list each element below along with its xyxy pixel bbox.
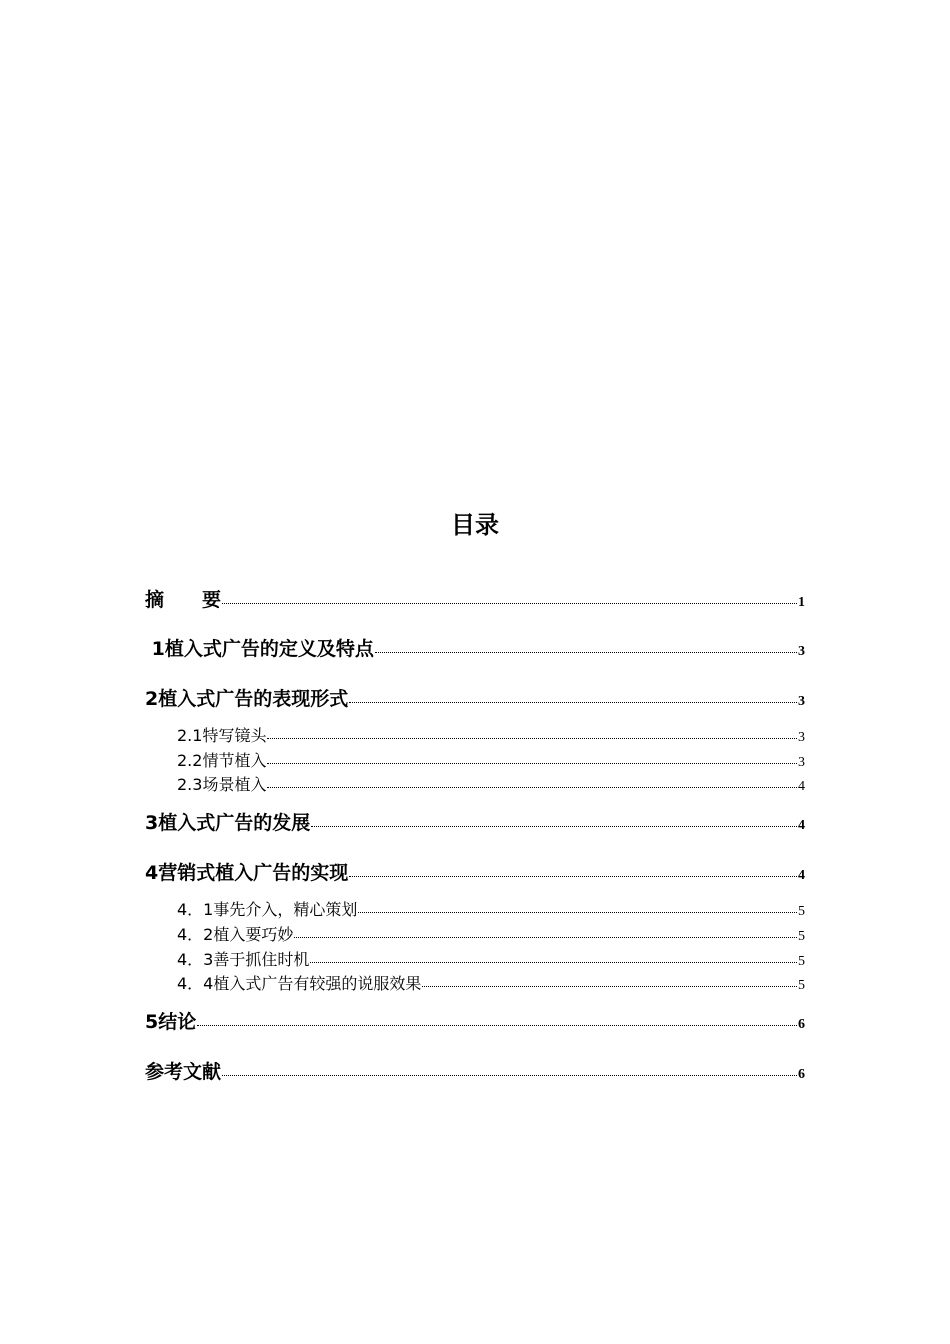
toc-entry-label: 1植入式广告的定义及特点	[145, 638, 374, 660]
toc-entry-page-number: 3	[798, 694, 805, 709]
toc-entry-section-2-3[interactable]	[177, 774, 805, 798]
toc-entry-label: 5结论	[145, 1011, 197, 1033]
dot-leader	[311, 825, 797, 827]
page-title: 目录	[451, 511, 499, 539]
dot-leader	[422, 985, 797, 987]
dot-leader	[222, 602, 797, 604]
toc-entry-page-number: 1	[798, 595, 805, 610]
toc-entry-label: 摘 要	[145, 589, 222, 611]
toc-entry-page-number: 3	[798, 644, 805, 659]
toc-entry-page-number: 6	[798, 1017, 805, 1032]
toc-entry-chapter-1[interactable]	[145, 636, 805, 665]
toc-entry-page-number: 4	[798, 818, 805, 833]
dot-leader	[310, 961, 797, 963]
toc-entry-chapter-5[interactable]	[145, 1009, 805, 1038]
dot-leader	[267, 762, 797, 764]
toc-entry-page-number: 4	[798, 779, 805, 794]
toc-entry-page-number: 5	[798, 978, 805, 993]
dot-leader	[349, 875, 797, 877]
toc-entry-label: 2.1特写镜头	[177, 726, 267, 745]
dot-leader	[375, 651, 797, 653]
dot-leader	[222, 1074, 797, 1076]
toc-entry-label: 2.3场景植入	[177, 775, 267, 794]
toc-entry-section-4-2[interactable]	[177, 924, 805, 948]
dot-leader	[294, 936, 797, 938]
toc-entry-label: 4．3善于抓住时机	[177, 950, 310, 969]
toc-entry-label: 4营销式植入广告的实现	[145, 862, 349, 884]
toc-entry-section-2-2[interactable]	[177, 750, 805, 774]
toc-entry-section-4-3[interactable]	[177, 949, 805, 973]
toc-entry-label: 2.2情节植入	[177, 751, 267, 770]
toc-entry-page-number: 4	[798, 868, 805, 883]
dot-leader	[358, 911, 797, 913]
toc-entry-section-4-4[interactable]	[177, 973, 805, 997]
toc-entry-label: 4．1事先介入，精心策划	[177, 900, 358, 919]
toc-entry-page-number: 5	[798, 929, 805, 944]
dot-leader	[197, 1024, 797, 1026]
toc-entry-abstract[interactable]	[145, 587, 805, 616]
toc-entry-section-2-1[interactable]	[177, 725, 805, 749]
toc-entry-chapter-2[interactable]	[145, 686, 805, 715]
dot-leader	[267, 786, 797, 788]
toc-entry-page-number: 3	[798, 730, 805, 745]
toc-entry-chapter-4[interactable]	[145, 860, 805, 889]
dot-leader	[349, 701, 797, 703]
toc-entry-label: 4．4植入式广告有较强的说服效果	[177, 974, 422, 993]
dot-leader	[267, 737, 797, 739]
toc-entry-page-number: 6	[798, 1067, 805, 1082]
toc-entry-label: 3植入式广告的发展	[145, 812, 311, 834]
toc-entry-label: 参考文献	[145, 1061, 222, 1083]
toc-entry-page-number: 5	[798, 954, 805, 969]
toc-entry-page-number: 5	[798, 904, 805, 919]
toc-entry-label: 4．2植入要巧妙	[177, 925, 294, 944]
toc-entry-references[interactable]	[145, 1059, 805, 1088]
toc-entry-label: 2植入式广告的表现形式	[145, 688, 349, 710]
toc-entry-page-number: 3	[798, 755, 805, 770]
toc-entry-section-4-1[interactable]	[177, 899, 805, 923]
toc-entry-chapter-3[interactable]	[145, 810, 805, 839]
